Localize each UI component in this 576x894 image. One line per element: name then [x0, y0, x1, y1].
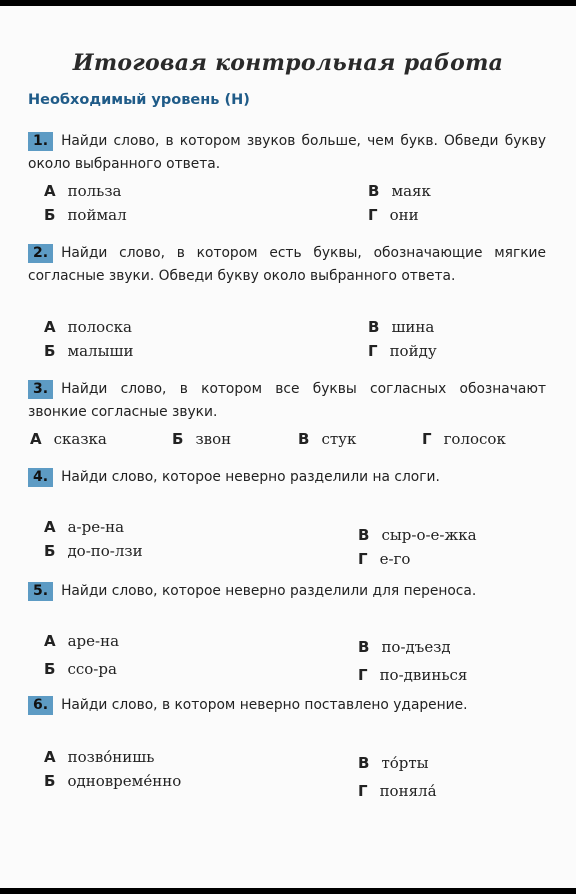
task-6-option-b	[44, 772, 181, 790]
option-letter: А	[44, 518, 56, 536]
task-2-option-v	[368, 318, 434, 336]
task-6	[28, 694, 546, 717]
task-1-text: Найди слово, в котором звуков больше, чем букв. Обведи букву около выбранного ответа.	[28, 133, 546, 172]
option-letter: Б	[44, 342, 56, 360]
task-6-option-g	[358, 782, 437, 800]
option-word: полоска	[67, 318, 132, 336]
option-letter: А	[44, 182, 56, 200]
task-4-text: Найди слово, которое неверно разделили на слоги.	[61, 469, 440, 485]
page-title: Итоговая контрольная работа	[72, 50, 504, 76]
option-word: они	[389, 206, 419, 224]
task-3-option-b	[172, 430, 231, 448]
task-2-option-b	[44, 342, 133, 360]
option-letter: А	[30, 430, 42, 448]
option-word: по-дъезд	[381, 638, 451, 656]
task-6-text: Найди слово, в котором неверно поставлено ударение.	[61, 697, 468, 713]
option-letter: Б	[172, 430, 184, 448]
task-1-option-g	[368, 206, 419, 224]
task-4-option-a	[44, 518, 124, 536]
task-6-option-v	[358, 754, 429, 772]
option-word: позво́нишь	[67, 748, 155, 766]
option-letter: Г	[358, 782, 368, 800]
option-letter: В	[368, 318, 380, 336]
option-letter: А	[44, 748, 56, 766]
task-2-question	[28, 242, 546, 288]
task-5-option-v	[358, 638, 451, 656]
task-2	[28, 242, 546, 288]
task-6-option-a	[44, 748, 154, 766]
task-2-option-a	[44, 318, 132, 336]
task-1-option-a	[44, 182, 121, 200]
option-word: малыши	[67, 342, 134, 360]
option-letter: Б	[44, 206, 56, 224]
task-5-number: 5.	[28, 582, 53, 601]
task-3	[28, 378, 546, 424]
task-1-question	[28, 130, 546, 176]
option-word: а-ре-на	[67, 518, 125, 536]
option-word: шина	[391, 318, 435, 336]
option-word: по-двинься	[379, 666, 468, 684]
option-word: аре-на	[67, 632, 120, 650]
option-word: поймал	[67, 206, 127, 224]
task-5-text: Найди слово, которое неверно разделили для переноса.	[61, 583, 477, 599]
option-letter: Г	[358, 666, 368, 684]
option-word: ссо-ра	[67, 660, 117, 678]
task-1-number: 1.	[28, 132, 53, 151]
option-word: е-го	[379, 550, 411, 568]
option-word: то́рты	[381, 754, 429, 772]
task-6-question	[28, 694, 546, 717]
option-word: одновреме́нно	[67, 772, 182, 790]
option-word: сыр-о-е-жка	[381, 526, 477, 544]
task-3-option-v	[298, 430, 356, 448]
option-word: сказка	[53, 430, 107, 448]
task-1-option-b	[44, 206, 127, 224]
worksheet-page	[0, 6, 576, 888]
option-letter: А	[44, 318, 56, 336]
option-word: до-по-лзи	[67, 542, 143, 560]
task-1-option-v	[368, 182, 431, 200]
option-word: маяк	[391, 182, 431, 200]
task-3-text: Найди слово, в котором все буквы согласных обозначают звонкие согласные звуки.	[28, 381, 546, 420]
task-4	[28, 466, 546, 489]
task-2-option-g	[368, 342, 437, 360]
task-6-number: 6.	[28, 696, 53, 715]
option-letter: Б	[44, 542, 56, 560]
task-4-option-g	[358, 550, 410, 568]
option-letter: Г	[422, 430, 432, 448]
task-4-number: 4.	[28, 468, 53, 487]
task-4-option-v	[358, 526, 477, 544]
task-5	[28, 580, 546, 603]
task-3-question	[28, 378, 546, 424]
option-letter: В	[298, 430, 310, 448]
task-3-option-a	[30, 430, 107, 448]
option-letter: В	[358, 526, 370, 544]
task-5-option-b	[44, 660, 117, 678]
task-3-option-g	[422, 430, 506, 448]
option-letter: Б	[44, 772, 56, 790]
task-4-option-b	[44, 542, 143, 560]
bottom-border	[0, 888, 576, 894]
task-5-question	[28, 580, 546, 603]
option-letter: Б	[44, 660, 56, 678]
option-word: польза	[67, 182, 122, 200]
option-word: голосок	[443, 430, 506, 448]
task-4-question	[28, 466, 546, 489]
option-word: поняла́	[379, 782, 437, 800]
option-word: пойду	[389, 342, 437, 360]
option-letter: В	[358, 638, 370, 656]
option-word: стук	[321, 430, 357, 448]
option-letter: В	[368, 182, 380, 200]
option-letter: В	[358, 754, 370, 772]
task-1	[28, 130, 546, 176]
task-5-option-a	[44, 632, 119, 650]
task-3-number: 3.	[28, 380, 53, 399]
option-letter: Г	[368, 206, 378, 224]
task-5-option-g	[358, 666, 467, 684]
option-letter: А	[44, 632, 56, 650]
level-heading: Необходимый уровень (Н)	[28, 92, 250, 108]
option-word: звон	[195, 430, 232, 448]
option-letter: Г	[368, 342, 378, 360]
task-2-number: 2.	[28, 244, 53, 263]
task-2-text: Найди слово, в котором есть буквы, обозначающие мягкие согласные звуки. Обведи букву около выбранного ответа.	[28, 245, 546, 284]
option-letter: Г	[358, 550, 368, 568]
